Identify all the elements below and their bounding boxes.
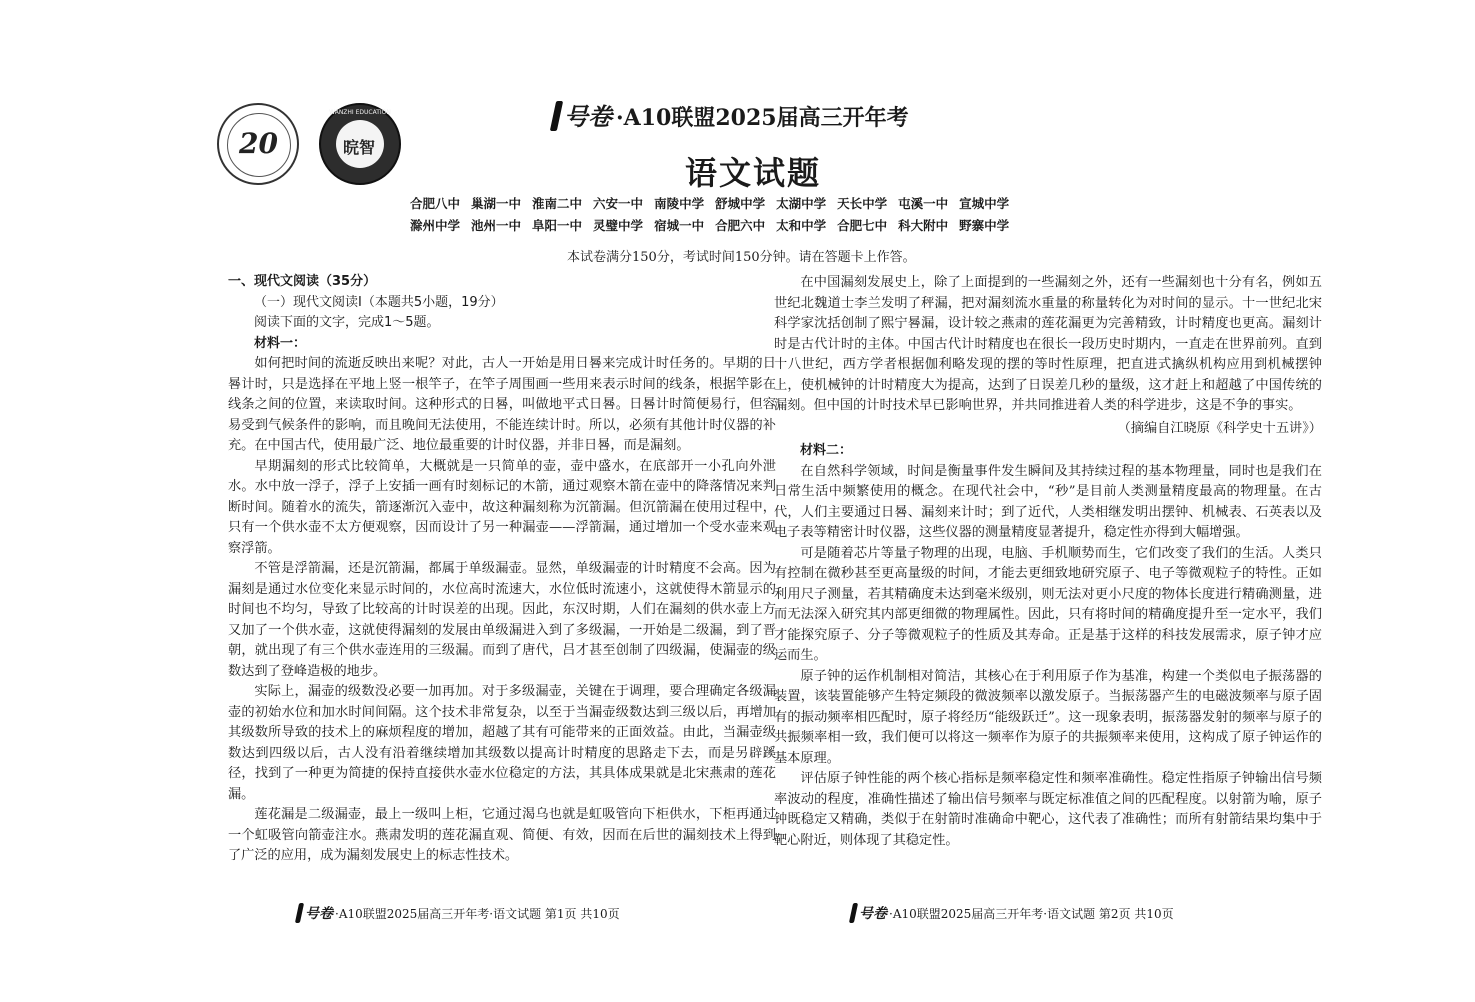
wanzhi-logo	[319, 103, 401, 185]
school-name: 合肥八中	[410, 196, 461, 211]
school-name: 阜阳一中	[532, 218, 583, 233]
reading-instruction: 阅读下面的文字，完成1～5题。	[254, 315, 440, 330]
schools-row-2	[410, 216, 1090, 234]
exam-notice: 本试卷满分150分，考试时间150分钟。请在答题卡上作答。	[567, 250, 916, 265]
wanzhi-logo-ring-text: WANZHI EDUCATION	[329, 109, 391, 116]
subject-title: 语文试题	[685, 154, 822, 192]
paragraph: 评估原子钟性能的两个核心指标是频率稳定性和频率准确性。稳定性指原子钟输出信号频率波动的程度，准确性描述了输出信号频率与既定标准值之间的匹配程度。以射箭为喻，原子钟既稳定又精确，类似于在射箭时准确命中靶心，这代表了准确性；而所有射箭结果均集中于靶心附近，则体现了其稳定性。	[774, 771, 1322, 848]
brand-mark-icon	[550, 101, 563, 131]
left-column	[228, 272, 776, 867]
material-2-label: 材料二：	[800, 443, 853, 458]
footer-text: ·A10联盟2025届高三开年考·语文试题 第1页 共10页	[335, 907, 620, 921]
school-name: 滁州中学	[410, 218, 461, 233]
paragraph: 在自然科学领域，时间是衡量事件发生瞬间及其持续过程的基本物理量，同时也是我们在日常生活中频繁使用的概念。在现代社会中，“秒”是目前人类测量精度最高的物理量。在古代，人们主要通过日晷、漏刻来计时；到了近代，人类相继发明出摆钟、机械表、石英表以及电子表等精密计时仪器，这些仪器的测量精度显著提升，稳定性亦得到大幅增强。	[774, 463, 1322, 540]
school-name: 六安一中	[593, 196, 644, 211]
school-name: 合肥七中	[837, 218, 888, 233]
alliance-logo	[217, 103, 299, 185]
school-name: 宿城一中	[654, 218, 705, 233]
paragraph: 早期漏刻的形式比较简单，大概就是一只简单的壶，壶中盛水，在底部开一小孔向外泄水。水中放一浮子，浮子上安插一画有时刻标记的木箭，通过观察木箭在壶中的降落情况来判断时间。随着水的流失，箭逐渐沉入壶中，故这种漏刻称为沉箭漏。但沉箭漏在使用过程中，只有一个供水壶不太方便观察，因而设计了另一种漏壶——浮箭漏，通过增加一个受水壶来观察浮箭。	[228, 458, 776, 556]
footer-brand: 号卷	[859, 906, 887, 922]
school-name: 太湖中学	[776, 196, 827, 211]
material-1-label: 材料一：	[254, 335, 307, 351]
brand-name: 号卷	[564, 102, 612, 131]
page-footer-left	[297, 903, 620, 923]
school-name: 淮南二中	[532, 196, 583, 211]
school-name: 宣城中学	[959, 196, 1010, 211]
paragraph: 莲花漏是二级漏壶，最上一级叫上柜，它通过渴乌也就是虹吸管向下柜供水，下柜再通过一个虹吸管向箭壶注水。燕肃发明的莲花漏直观、简便、有效，因而在后世的漏刻技术上得到了广泛的应用，成为漏刻发展史上的标志性技术。	[228, 807, 776, 863]
paragraph: 可是随着芯片等量子物理的出现，电脑、手机顺势而生，它们改变了我们的生活。人类只有控制在微秒甚至更高量级的时间，才能去更细致地研究原子、电子等微观粒子的特性。正如利用尺子测量，若其精确度未达到毫米级别，则无法对更小尺度的物体长度进行精确测量，进而无法深入研究其内部更细微的物理属性。因此，只有将时间的精确度提升至一定水平，我们才能探究原子、分子等微观粒子的性质及其寿命。正是基于这样的科技发展需求，原子钟才应运而生。	[774, 545, 1322, 663]
school-name: 屯溪一中	[898, 196, 949, 211]
paragraph: 原子钟的运作机制相对简洁，其核心在于利用原子作为基准，构建一个类似电子振荡器的装置，该装置能够产生特定频段的微波频率以激发原子。当振荡器产生的电磁波频率与原子固有的振动频率相匹配时，原子将经历“能级跃迁”。这一现象表明，振荡器发射的频率与原子的共振频率相一致，我们便可以将这一频率作为原子的共振频率来使用，这构成了原子钟运作的基本原理。	[774, 668, 1322, 766]
school-name: 南陵中学	[654, 196, 705, 211]
page-footer-right	[851, 903, 1174, 923]
brand-mark-icon	[849, 903, 858, 923]
section-heading: 一、现代文阅读（35分）	[228, 274, 377, 289]
school-name: 太和中学	[776, 218, 827, 233]
exam-title	[553, 97, 953, 137]
school-name: 合肥六中	[715, 218, 766, 233]
source-citation: （摘编自江晓原《科学史十五讲》）	[1117, 420, 1322, 436]
subsection-heading: （一）现代文阅读Ⅰ（本题共5小题，19分）	[254, 294, 504, 310]
schools-row-1	[410, 194, 1090, 212]
school-name: 池州一中	[471, 218, 522, 233]
wanzhi-logo-mark: 晥智	[343, 138, 376, 157]
brand-mark-icon	[295, 903, 304, 923]
footer-text: ·A10联盟2025届高三开年考·语文试题 第2页 共10页	[889, 907, 1174, 921]
school-name: 巢湖一中	[471, 196, 522, 211]
alliance-logo-mark: 20	[239, 127, 278, 160]
paragraph: 如何把时间的流逝反映出来呢？对此，古人一开始是用日晷来完成计时任务的。早期的日晷计时，只是选择在平地上竖一根竿子，在竿子周围画一些用来表示时间的线条，根据竿影在线条之间的位置，来读取时间。这种形式的日晷，叫做地平式日晷。日晷计时简便易行，但容易受到气候条件的影响，而且晚间无法使用，不能连续计时。所以，必须有其他计时仪器的补充。在中国古代，使用最广泛、地位最重要的计时仪器，并非日晷，而是漏刻。	[228, 356, 776, 453]
school-name: 科大附中	[898, 218, 949, 233]
paragraph: 实际上，漏壶的级数没必要一加再加。对于多级漏壶，关键在于调理，要合理确定各级漏壶的初始水位和加水时间间隔。这个技术非常复杂，以至于当漏壶级数达到三级以后，再增加其级数所导致的技术上的麻烦程度的增加，超越了其有可能带来的正面效益。由此，当漏壶级数达到四级以后，古人没有沿着继续增加其级数以提高计时精度的思路走下去，而是另辟蹊径，找到了一种更为简捷的保持直接供水壶水位稳定的方法，其具体成果就是北宋燕肃的莲花漏。	[228, 684, 776, 802]
right-column	[774, 273, 1322, 851]
school-name: 野寨中学	[959, 218, 1010, 233]
exam-title-text: ·A10联盟2025届高三开年考	[616, 105, 909, 131]
footer-brand: 号卷	[305, 906, 333, 922]
school-name: 天长中学	[837, 196, 888, 211]
school-name: 舒城中学	[715, 196, 766, 211]
paragraph: 不管是浮箭漏，还是沉箭漏，都属于单级漏壶。显然，单级漏壶的计时精度不会高。因为漏刻是通过水位变化来显示时间的，水位高时流速大，水位低时流速小，这就使得木箭显示的时间也不均匀，导致了比较高的计时误差的出现。因此，东汉时期，人们在漏刻的供水壶上方又加了一个供水壶，这就使得漏刻的发展由单级漏进入到了多级漏，一开始是二级漏，到了晋朝，就出现了有三个供水壶连用的三级漏。而到了唐代，吕才甚至创制了四级漏，使漏壶的级数达到了登峰造极的地步。	[228, 561, 776, 679]
school-name: 灵璧中学	[593, 218, 644, 233]
paragraph: 在中国漏刻发展史上，除了上面提到的一些漏刻之外，还有一些漏刻也十分有名，例如五世纪北魏道士李兰发明了秤漏，把对漏刻流水重量的称量转化为对时间的显示。十一世纪北宋科学家沈括创制了熙宁晷漏，设计较之燕肃的莲花漏更为完善精致，计时精度也更高。漏刻计时是古代计时的主体。中国古代计时精度也在很长一段历史时期内，一直走在世界前列。直到十八世纪，西方学者根据伽利略发现的摆的等时性原理，把直进式擒纵机构应用到机械摆钟上，使机械钟的计时精度大为提高，达到了日误差几秒的量级，这才赶上和超越了中国传统的漏刻。但中国的计时技术早已影响世界，并共同推进着人类的科学进步，这是不争的事实。	[774, 275, 1322, 413]
